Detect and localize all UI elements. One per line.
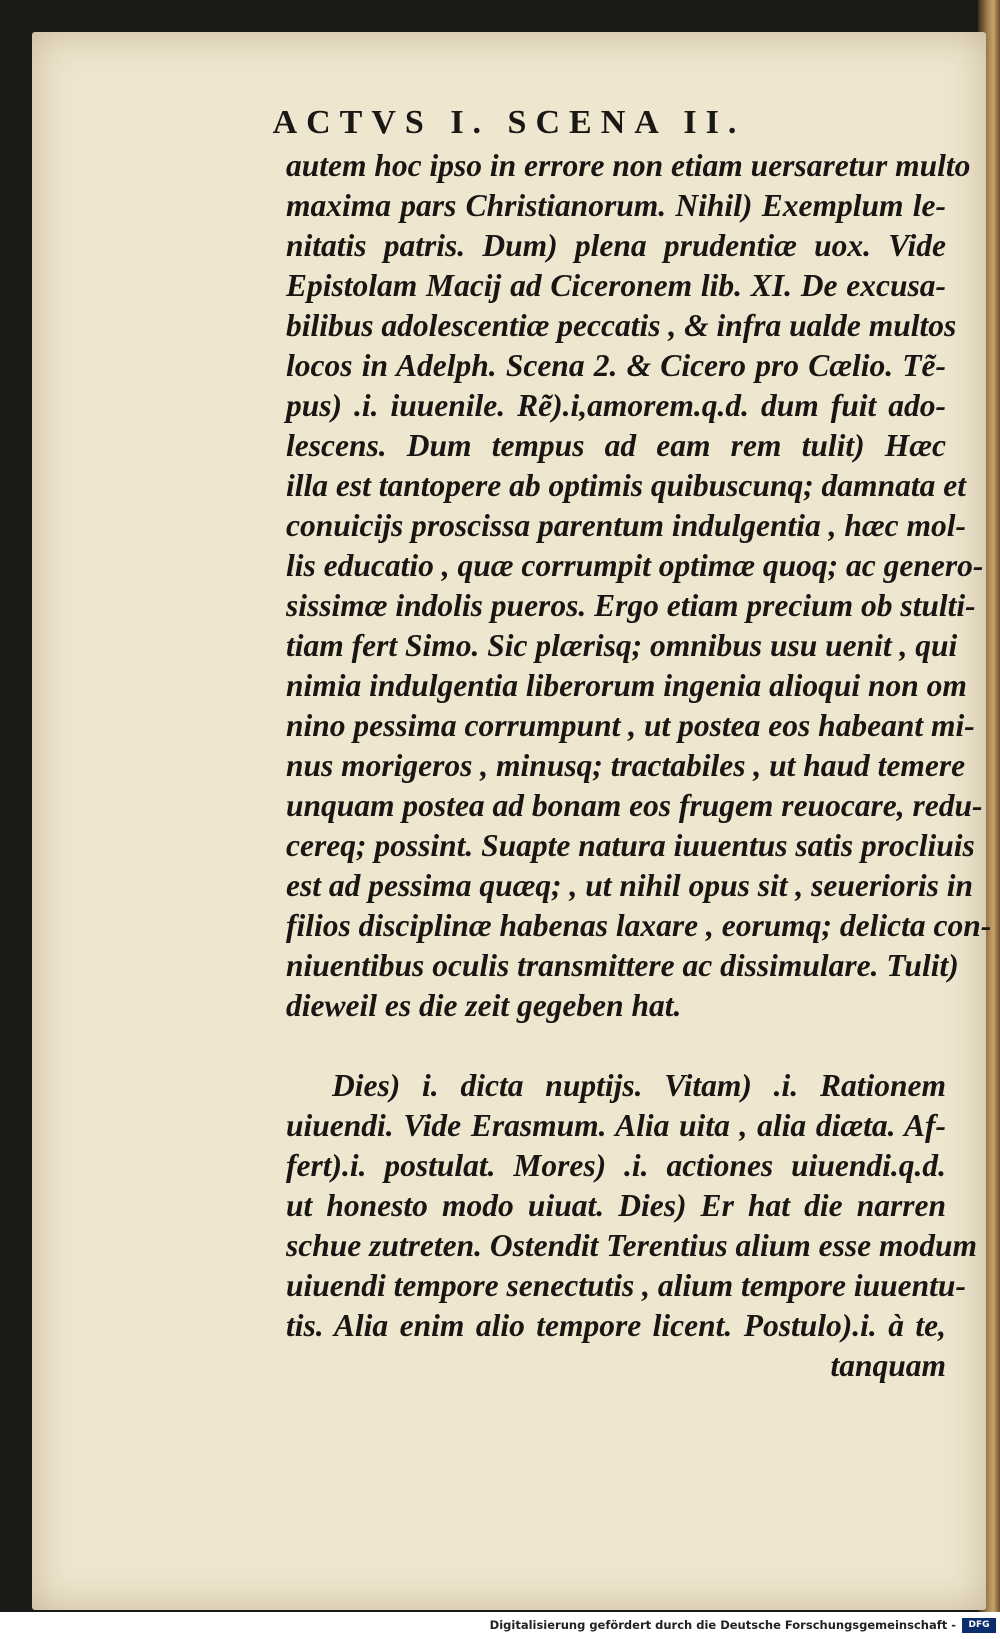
text-line: dieweil es die zeit gegeben hat.: [286, 988, 682, 1023]
footer-text: Digitalisierung gefördert durch die Deutsche Forschungsgemeinschaft -: [489, 1618, 956, 1632]
text-line: est ad pessima quæq; , ut nihil opus sit , seuerioris in: [286, 868, 974, 903]
text-line: schue zutreten. Ostendit Terentius alium esse modum: [286, 1228, 978, 1263]
text-line: filios disciplinæ habenas laxare , eorumq; delicta con-: [286, 908, 992, 943]
text-line: niuentibus oculis transmittere ac dissimulare. Tulit): [286, 948, 959, 983]
text-line: nitatis patris. Dum) plena prudentiæ uox. Vide: [286, 228, 946, 263]
text-line: pus) .i. iuuenile. Rẽ).i,amorem.q.d. dum fuit ado-: [286, 388, 946, 423]
text-line: uiuendi. Vide Erasmum. Alia uita , alia diæta. Af-: [286, 1108, 946, 1143]
catchword: tanquam: [830, 1348, 946, 1383]
text-line: sissimæ indolis pueros. Ergo etiam precium ob stulti-: [286, 588, 976, 623]
text-line: uiuendi tempore senectutis , alium tempore iuuentu-: [286, 1268, 966, 1303]
text-line: bilibus adolescentiæ peccatis , & infra ualde multos: [286, 308, 957, 343]
text-line: tiam fert Simo. Sic plærisq; omnibus usu uenit , qui: [286, 628, 958, 663]
book-page: [32, 32, 992, 1610]
text-line: lis educatio , quæ corrumpit optimæ quoq; ac genero-: [286, 548, 984, 583]
paragraph-gap: [286, 1026, 946, 1066]
text-line: lescens. Dum tempus ad eam rem tulit) Hæc: [286, 428, 946, 463]
paragraph-1: [286, 146, 992, 1026]
text-line: fert).i. postulat. Mores) .i. actiones uiuendi.q.d.: [286, 1148, 946, 1183]
running-header: ACTVS I. SCENA II.: [272, 104, 746, 141]
page-body: [286, 146, 992, 1386]
text-line: cereq; possint. Suapte natura iuuentus satis procliuis: [286, 828, 975, 863]
text-line: Dies) i. dicta nuptijs. Vitam) .i. Rationem: [332, 1068, 946, 1103]
text-line: ut honesto modo uiuat. Dies) Er hat die narren: [286, 1188, 946, 1223]
text-line: nino pessima corrumpunt , ut postea eos habeant mi-: [286, 708, 975, 743]
text-line: illa est tantopere ab optimis quibuscunq; damnata et: [286, 468, 966, 503]
text-line: autem hoc ipso in errore non etiam uersaretur multo: [286, 148, 971, 183]
text-line: conuicijs proscissa parentum indulgentia , hæc mol-: [286, 508, 966, 543]
dfg-logo[interactable]: DFG: [962, 1618, 996, 1633]
text-line: nimia indulgentia liberorum ingenia alioqui non om: [286, 668, 967, 703]
text-line: tis. Alia enim alio tempore licent. Postulo).i. à te,: [286, 1308, 946, 1343]
text-line: maxima pars Christianorum. Nihil) Exemplum le-: [286, 188, 946, 223]
digitization-footer: [0, 1612, 1000, 1639]
text-line: locos in Adelph. Scena 2. & Cicero pro Cælio. Tẽ-: [286, 348, 946, 383]
text-line: Epistolam Macij ad Ciceronem lib. XI. De excusa-: [286, 268, 946, 303]
paragraph-2: [286, 1066, 978, 1386]
text-line: nus morigeros , minusq; tractabiles , ut haud temere: [286, 748, 966, 783]
text-line: unquam postea ad bonam eos frugem reuocare, redu-: [286, 788, 983, 823]
